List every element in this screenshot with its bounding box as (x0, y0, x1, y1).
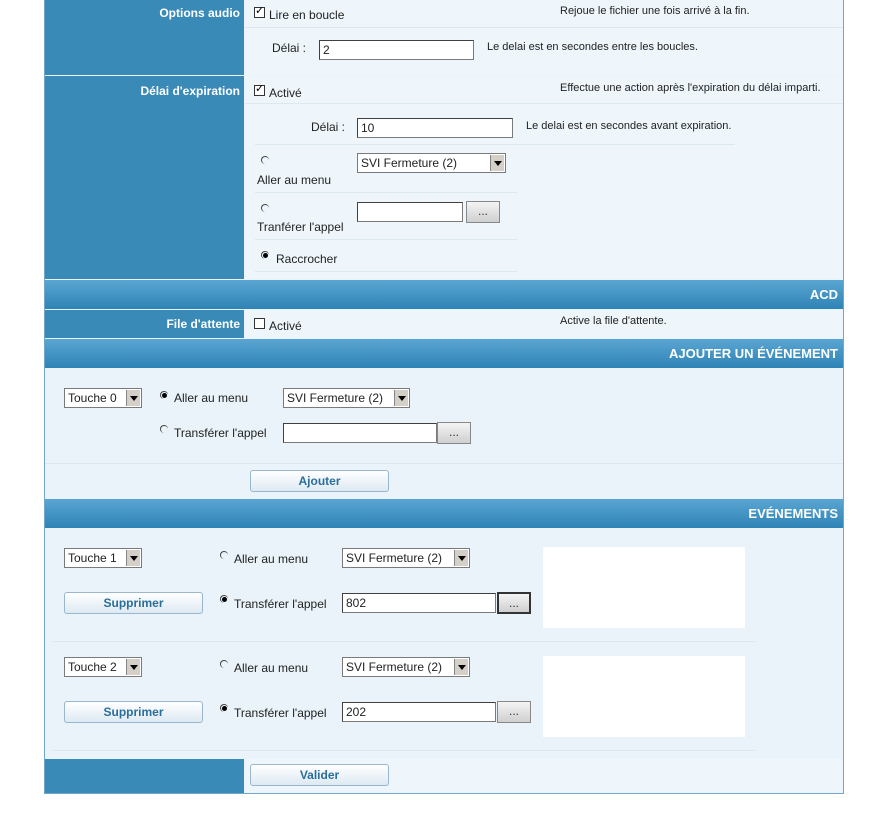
timeout-delay-input[interactable]: 10 (357, 118, 513, 138)
add-event-area (45, 368, 843, 498)
timeout-active-checkbox[interactable] (254, 85, 265, 96)
event-goto-menu-label: Aller au menu (234, 661, 309, 675)
footer-content (245, 759, 843, 793)
queue-help: Active la file d'attente. (560, 315, 667, 327)
event-info-box (543, 656, 745, 737)
loop-label: Lire en boucle (269, 8, 345, 22)
timeout-content (245, 76, 843, 279)
select-value: SVI Fermeture (2) (287, 391, 384, 405)
chevron-down-icon (454, 550, 468, 566)
timeout-transfer-input[interactable] (357, 202, 463, 222)
transfer-radio[interactable] (261, 204, 271, 214)
delete-event-button[interactable]: Supprimer (64, 592, 203, 614)
event-goto-menu-label: Aller au menu (234, 552, 309, 566)
chevron-down-icon (126, 550, 140, 566)
divider (255, 144, 735, 145)
divider (255, 271, 517, 272)
chevron-down-icon (394, 390, 408, 406)
goto-menu-label: Aller au menu (257, 173, 332, 187)
add-button[interactable]: Ajouter (250, 470, 389, 492)
select-value: SVI Fermeture (2) (346, 660, 443, 674)
add-goto-menu-radio[interactable] (160, 391, 170, 401)
loop-checkbox[interactable] (254, 7, 265, 18)
event-key-select[interactable] (64, 548, 142, 568)
add-transfer-input[interactable] (283, 423, 437, 443)
audio-options-content (245, 0, 843, 75)
event-goto-menu-radio[interactable] (220, 660, 230, 670)
loop-help: Rejoue le fichier une fois arrivé à la fin. (560, 5, 750, 17)
divider (255, 239, 517, 240)
footer-label-cell (45, 759, 244, 793)
hangup-radio[interactable] (261, 251, 271, 261)
divider (245, 103, 843, 104)
event-transfer-radio[interactable] (220, 595, 230, 605)
delete-event-button[interactable]: Supprimer (64, 701, 203, 723)
timeout-menu-select[interactable] (357, 153, 506, 173)
event-transfer-radio[interactable] (220, 704, 230, 714)
validate-button[interactable]: Valider (250, 764, 389, 786)
browse-button[interactable]: ... (497, 592, 531, 614)
audio-options-label: Options audio (159, 6, 240, 20)
add-event-section-header: AJOUTER UN ÉVÉNEMENT (45, 339, 843, 368)
browse-button[interactable]: ... (437, 422, 471, 444)
hangup-label: Raccrocher (276, 252, 338, 266)
add-key-select[interactable] (64, 388, 142, 408)
event-menu-select[interactable] (342, 657, 470, 677)
add-menu-select[interactable] (283, 388, 410, 408)
timeout-label: Délai d'expiration (140, 84, 240, 98)
divider (53, 750, 755, 751)
queue-active-checkbox[interactable] (254, 318, 265, 329)
timeout-delay-label: Délai : (311, 120, 346, 134)
timeout-active-label: Activé (269, 86, 302, 100)
timeout-delay-help: Le delai est en secondes avant expiration. (526, 120, 732, 132)
select-value: Touche 1 (68, 551, 117, 565)
event-key-select[interactable] (64, 657, 142, 677)
chevron-down-icon (490, 155, 504, 171)
timeout-active-help: Effectue une action après l'expiration du délai imparti. (560, 82, 821, 94)
divider (45, 463, 843, 464)
select-value: Touche 2 (68, 660, 117, 674)
add-goto-menu-label: Aller au menu (174, 391, 249, 405)
divider (53, 641, 755, 642)
chevron-down-icon (126, 659, 140, 675)
queue-label: File d'attente (166, 317, 240, 331)
transfer-label: Tranférer l'appel (257, 220, 344, 234)
event-goto-menu-radio[interactable] (220, 551, 230, 561)
queue-active-label: Activé (269, 319, 302, 333)
goto-menu-radio[interactable] (261, 156, 271, 166)
divider (245, 27, 843, 28)
event-menu-select[interactable] (342, 548, 470, 568)
browse-button[interactable]: ... (497, 701, 531, 723)
event-transfer-label: Transférer l'appel (234, 597, 327, 611)
audio-delay-input[interactable]: 2 (319, 40, 474, 60)
add-transfer-radio[interactable] (160, 425, 170, 435)
timeout-label-cell (45, 76, 244, 279)
audio-delay-label: Délai : (272, 41, 307, 55)
browse-button[interactable]: ... (466, 201, 500, 223)
event-transfer-label: Transférer l'appel (234, 706, 327, 720)
queue-label-cell (45, 310, 244, 338)
add-transfer-label: Transférer l'appel (174, 426, 267, 440)
audio-label-cell (45, 0, 244, 75)
events-area (45, 528, 843, 758)
select-value: SVI Fermeture (2) (361, 156, 458, 170)
event-info-box (543, 547, 745, 628)
event-transfer-input[interactable]: 802 (342, 593, 496, 613)
select-value: Touche 0 (68, 391, 117, 405)
divider (255, 192, 517, 193)
chevron-down-icon (126, 390, 140, 406)
events-section-header: EVÉNEMENTS (45, 499, 843, 528)
chevron-down-icon (454, 659, 468, 675)
acd-section-header: ACD (45, 280, 843, 309)
select-value: SVI Fermeture (2) (346, 551, 443, 565)
queue-content (245, 310, 843, 338)
event-transfer-input[interactable]: 202 (342, 702, 496, 722)
audio-delay-help: Le delai est en secondes entre les boucles. (487, 41, 698, 53)
